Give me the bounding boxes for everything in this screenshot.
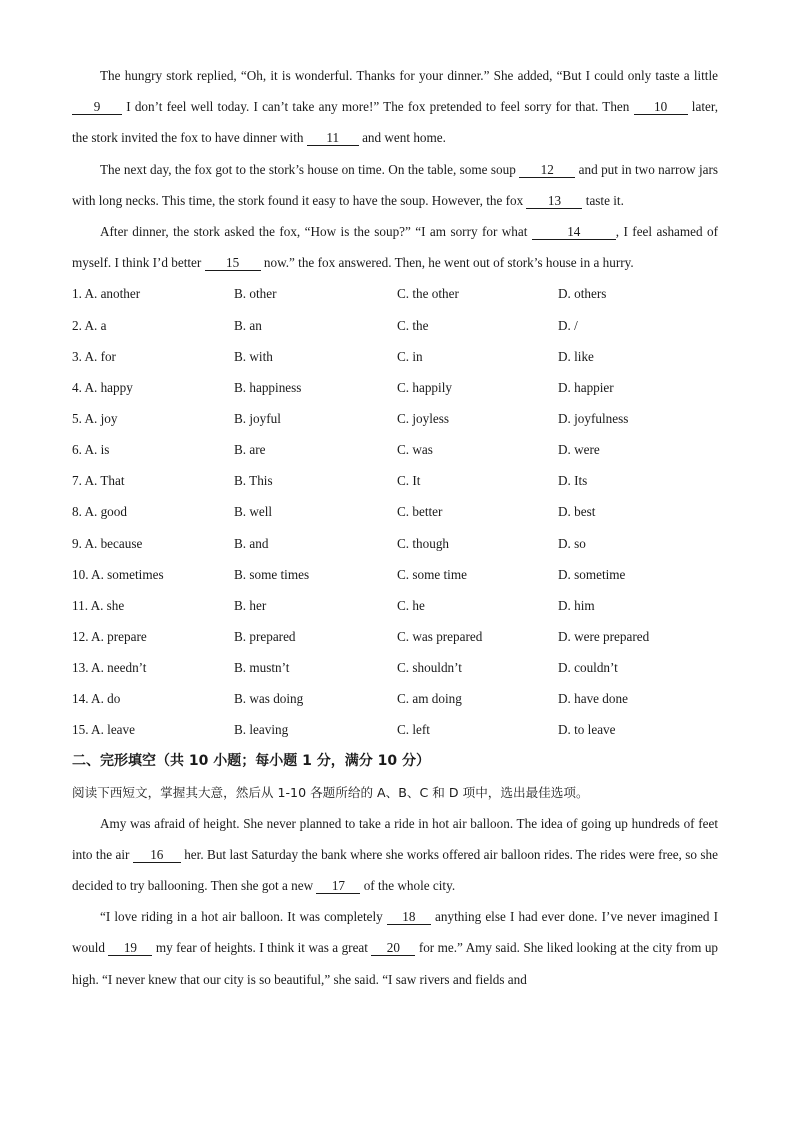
blank-13: 13	[526, 193, 582, 209]
option-row	[72, 683, 718, 714]
option-row	[72, 310, 718, 341]
option-row	[72, 372, 718, 403]
option-row	[72, 714, 718, 745]
option-d: D. best	[558, 504, 596, 520]
story-paragraph-2: The next day, the fox got to the stork’s house on time. On the table, some soup 12 and put in two narrow jars with long necks. This time, the stork found it easy to have the soup. However, the fox 13 taste it.	[72, 161, 718, 208]
blank-15: 15	[205, 255, 261, 271]
option-row	[72, 341, 718, 372]
blank-14: 14	[532, 224, 616, 240]
option-c: C. shouldn’t	[397, 660, 462, 676]
option-d: D. Its	[558, 473, 588, 489]
option-a: 1. A. another	[72, 286, 141, 302]
option-row	[72, 403, 718, 434]
option-c: C. was prepared	[397, 628, 483, 644]
option-row	[72, 621, 718, 652]
option-d: D. sometime	[558, 566, 626, 582]
option-row	[72, 528, 718, 559]
option-d: D. /	[558, 317, 578, 333]
option-c: C. some time	[397, 566, 467, 582]
option-c: C. joyless	[397, 410, 450, 426]
option-b: B. was doing	[234, 691, 304, 707]
option-a: 14. A. do	[72, 691, 121, 707]
option-b: B. and	[234, 535, 269, 551]
story-paragraph-1: The hungry stork replied, “Oh, it is wonderful. Thanks for your dinner.” She added, “But I could only taste a little 9 I don’t feel well today. I can’t take any more!” The fox pretended to feel sorry for that. Then 10 later, the stork invited the fox to have dinner with 11 and went home.	[72, 68, 719, 146]
option-c: C. though	[397, 535, 450, 551]
option-b: B. other	[234, 286, 277, 302]
option-row	[72, 496, 718, 527]
option-b: B. with	[234, 348, 273, 364]
blank-17: 17	[316, 878, 360, 894]
story-paragraph-3: After dinner, the stork asked the fox, “How is the soup?” “I am sorry for what 14 , I feel ashamed of myself. I think I’d better 15 now.” the fox answered. Then, he went out of stork’s house in a hurry.	[72, 224, 718, 271]
blank-18: 18	[387, 909, 431, 925]
option-b: B. prepared	[234, 628, 296, 644]
option-row	[72, 652, 718, 683]
option-b: B. well	[234, 504, 273, 520]
option-a: 15. A. leave	[72, 722, 135, 738]
option-d: D. couldn’t	[558, 660, 618, 676]
option-d: D. were prepared	[558, 628, 650, 644]
answer-options-list	[72, 278, 718, 745]
blank-10: 10	[634, 99, 688, 115]
option-b: B. mustn’t	[234, 660, 290, 676]
option-d: D. like	[558, 348, 594, 364]
blank-9: 9	[72, 99, 122, 115]
option-d: D. to leave	[558, 722, 616, 738]
option-a: 13. A. needn’t	[72, 660, 147, 676]
blank-12: 12	[519, 162, 575, 178]
blank-20: 20	[371, 940, 415, 956]
option-d: D. happier	[558, 379, 614, 395]
option-row	[72, 278, 718, 309]
option-d: D. others	[558, 286, 607, 302]
option-c: C. better	[397, 504, 443, 520]
option-a: 9. A. because	[72, 535, 143, 551]
option-a: 2. A. a	[72, 317, 107, 333]
blank-19: 19	[108, 940, 152, 956]
option-c: C. left	[397, 722, 430, 738]
option-c: C. happily	[397, 379, 452, 395]
option-a: 8. A. good	[72, 504, 127, 520]
option-d: D. joyfulness	[558, 410, 629, 426]
option-b: B. This	[234, 473, 273, 489]
option-a: 12. A. prepare	[72, 628, 147, 644]
option-c: C. in	[397, 348, 423, 364]
option-d: D. were	[558, 442, 600, 458]
option-c: C. the other	[397, 286, 459, 302]
option-b: B. her	[234, 597, 267, 613]
blank-16: 16	[133, 847, 181, 863]
option-b: B. an	[234, 317, 262, 333]
document-page	[72, 60, 718, 995]
option-row	[72, 434, 718, 465]
option-c: C. was	[397, 442, 433, 458]
blank-11: 11	[307, 130, 359, 146]
option-b: B. happiness	[234, 379, 302, 395]
cloze-paragraph-1: Amy was afraid of height. She never planned to take a ride in hot air balloon. The idea of going up hundreds of feet into the air 16 her. But last Saturday the bank where she works offered air balloon rides. The rides were free, so she decided to try ballooning. Then she got a new 17 of the whole city.	[72, 815, 718, 893]
option-c: C. am doing	[397, 691, 462, 707]
option-c: C. he	[397, 597, 425, 613]
option-row	[72, 465, 718, 496]
option-d: D. have done	[558, 691, 628, 707]
option-row	[72, 590, 718, 621]
option-a: 3. A. for	[72, 348, 116, 364]
option-d: D. so	[558, 535, 586, 551]
section-instruction: 阅读下西短文，掌握其大意，然后从 1-10 各题所给的 A、B、C 和 D 项中，选出最佳选项。	[72, 784, 589, 800]
option-d: D. him	[558, 597, 595, 613]
option-c: C. the	[397, 317, 429, 333]
option-a: 5. A. joy	[72, 410, 118, 426]
option-b: B. leaving	[234, 722, 289, 738]
cloze-paragraph-2: “I love riding in a hot air balloon. It was completely 18 anything else I had ever done. I’ve never imagined I would 19 my fear of heights. I think it was a great 20 for me.” Amy said. She liked looking at the city from up high. “I never knew that our city is so beautiful,” she said. “I saw rivers and fields and	[72, 909, 719, 987]
section-heading: 二、完形填空（共 10 小题；每小题 1 分，满分 10 分）	[72, 752, 430, 769]
option-b: B. some times	[234, 566, 310, 582]
option-a: 6. A. is	[72, 442, 110, 458]
option-a: 11. A. she	[72, 597, 125, 613]
option-b: B. joyful	[234, 410, 281, 426]
option-a: 7. A. That	[72, 473, 125, 489]
option-b: B. are	[234, 442, 266, 458]
option-a: 4. A. happy	[72, 379, 133, 395]
option-a: 10. A. sometimes	[72, 566, 164, 582]
option-row	[72, 559, 718, 590]
option-c: C. It	[397, 473, 421, 489]
